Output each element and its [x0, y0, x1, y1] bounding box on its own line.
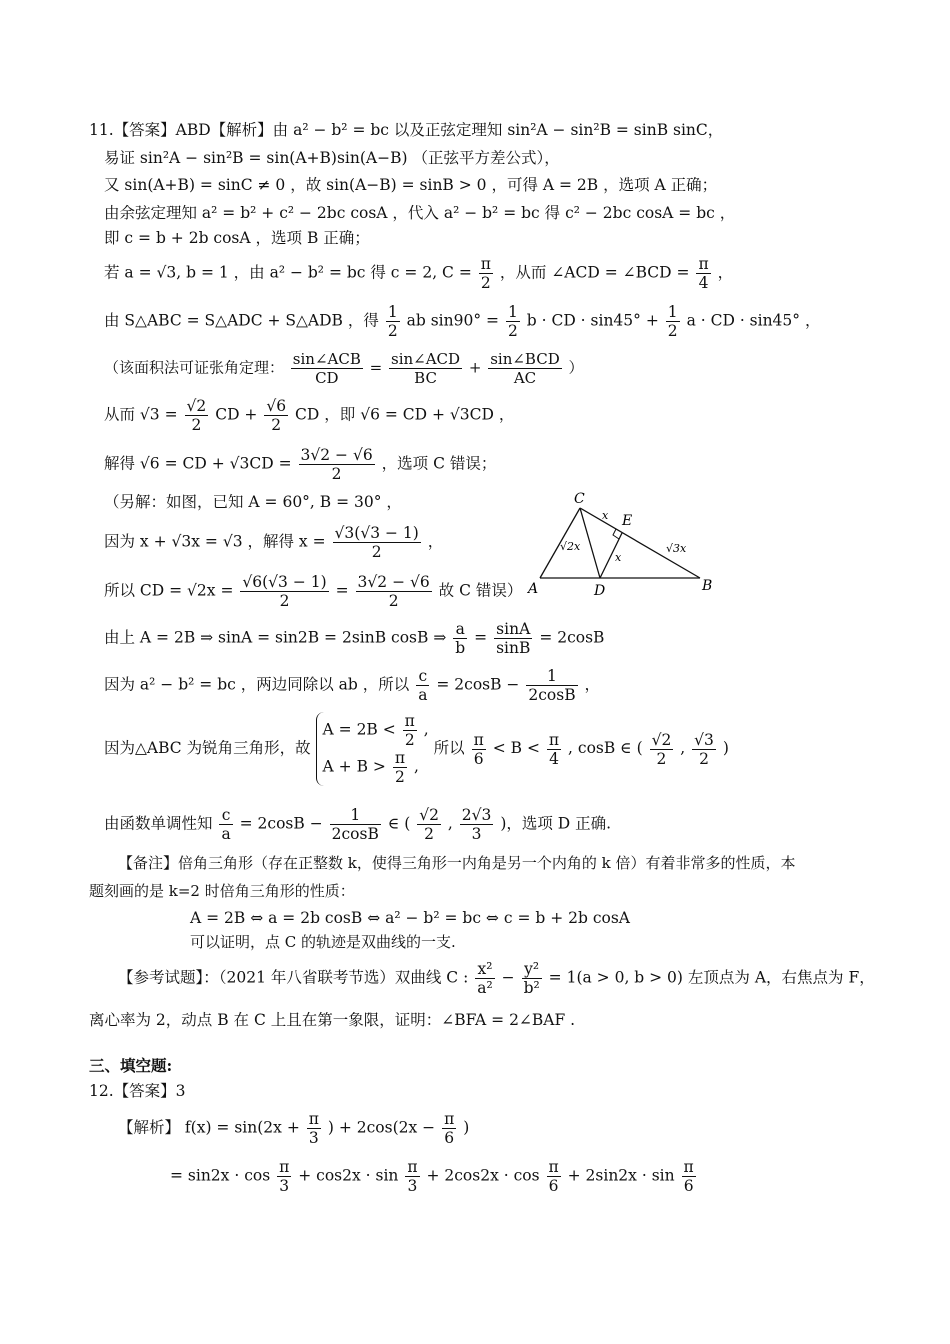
remark-line-1: 【备注】倍角三角形（存在正整数 k，使得三角形一内角是另一个内角的 k 倍）有着非常多的性质，本 [118, 854, 796, 872]
section-heading: 三、填空题: [89, 1056, 173, 1075]
label-c: C [574, 491, 585, 507]
label-d: D [594, 583, 606, 599]
label-x-ce: x [602, 509, 609, 522]
q12-answer: 12.【答案】3 [89, 1082, 186, 1100]
q11-line-13: 所以 CD = √2x = $\frac{√6(√3 - 1)}{2}$ = $\frac{3√2 - √6}{2}$ 故 C 错误） [104, 573, 523, 610]
q11-line-1: 11.【答案】ABD【解析】由 a² − b² = bc 以及正弦定理知 sin²A − sin²B = sinB sinC， [89, 121, 724, 139]
q11-line-10: 解得 √6 = CD + √3CD = $\frac{3√2 - √6}{2}$ ，选项 C 错误； [104, 446, 497, 483]
q11-line-16: 因为△ABC 为锐角三角形，故 A = 2B < $\frac{\pi}{2}$ , A + B > $\frac{\pi}{2}$ , 所以 $\frac{\pi}{6}$ < B < $\frac{\pi}{4}$ , cosB ∈ ( $\frac{√2}{2}$ , $\frac{√3}{2}$ ) [104, 712, 729, 786]
q11-line-15: 因为 a² − b² = bc ，两边同除以 ab ，所以 $\frac{c}{a}$ = 2cosB − $\frac{1}{2\cos B}$ ， [104, 667, 601, 704]
q11-line-17: 由函数单调性知 $\frac{c}{a}$ = 2cosB − $\frac{1}{2\cos B}$ ∈ ( $\frac{√2}{2}$ , $\frac{2√3}{3}$ )，选项 D 正确. [104, 806, 612, 843]
remark-line-2: 题刻画的是 k=2 时倍角三角形的性质： [89, 882, 355, 900]
label-x-de: x [615, 551, 622, 564]
label-b: B [702, 578, 713, 594]
q12-solution-line-2: = sin2x · cos $\frac{\pi}{3}$ + cos2x · sin $\frac{\pi}{3}$ + 2cos2x · cos $\frac{\pi}{6}$ + 2sin2x · sin $\frac{\pi}{6}$ [170, 1158, 694, 1195]
triangle-figure [520, 488, 720, 600]
q11-line-3: 又 sin(A+B) = sinC ≠ 0 ，故 sin(A−B) = sinB > 0 ，可得 A = 2B ，选项 A 正确； [104, 176, 718, 194]
label-sqrt3x: √3x [666, 542, 687, 555]
q11-line-2: 易证 sin²A − sin²B = sin(A+B)sin(A−B) （正弦平方差公式）， [104, 149, 560, 167]
inequality-system: A = 2B < $\frac{\pi}{2}$ , A + B > $\frac{\pi}{2}$ , [316, 712, 429, 786]
q11-line-14: 由上 A = 2B ⇒ sinA = sin2B = 2sinB cosB ⇒ $\frac{a}{b}$ = $\frac{\sin A}{\sin B}$ = 2cosB [104, 620, 605, 657]
reference-line-1: 【参考试题】：（2021 年八省联考节选）双曲线 C : $\frac{\text{x²}}{\text{a²}}$ − $\frac{\text{y²}}{\text{b²}}$ = 1(a > 0, b > 0) 左顶点为 A，右焦点为 F， [118, 960, 875, 997]
q11-line-12: 因为 x + √3x = √3 ，解得 x = $\frac{√3(√3 - 1)}{2}$ ， [104, 524, 444, 561]
q11-line-9: 从而 √3 = $\frac{√2}{2}$ CD + $\frac{√6}{2}$ CD ，即 √6 = CD + √3CD ， [104, 397, 515, 434]
q11-line-4: 由余弦定理知 a² = b² + c² − 2bc cosA ，代入 a² − b² = bc 得 c² − 2bc cosA = bc ， [104, 204, 736, 222]
q11-line-8: （该面积法可证张角定理： $\frac{\text{sin∠ACB}}{CD}$ = $\frac{\text{sin∠ACD}}{BC}$ + $\frac{\text{sin∠BCD}}{AC}$ ） [104, 350, 584, 387]
remark-line-4: 可以证明，点 C 的轨迹是双曲线的一支. [190, 933, 456, 951]
q11-line-7: 由 S△ABC = S△ADC + S△ADB ，得 $\frac{1}{2}$ ab sin90° = $\frac{1}{2}$ b · CD · sin45° + $\frac{1}{2}$ a · CD · sin45° ， [104, 303, 821, 340]
label-e: E [622, 513, 633, 529]
label-a: A [528, 581, 539, 597]
q11-line-6: 若 a = √3, b = 1 ，由 a² − b² = bc 得 c = 2, C = $\frac{\pi}{2}$ ，从而 ∠ACD = ∠BCD = $\frac{\pi}{4}$ ， [104, 255, 734, 292]
remark-formula: A = 2B ⇔ a = 2b cosB ⇔ a² − b² = bc ⇔ c = b + 2b cosA [190, 909, 630, 927]
label-sqrt2x: √2x [560, 540, 581, 553]
q12-solution-line-1: 【解析】 f(x) = sin(2x + $\frac{\pi}{3}$ ) + 2cos(2x − $\frac{\pi}{6}$ ) [118, 1110, 470, 1147]
reference-line-2: 离心率为 2，动点 B 在 C 上且在第一象限，证明：∠BFA = 2∠BAF . [89, 1011, 576, 1029]
q11-line-11: （另解：如图，已知 A = 60°, B = 30° ， [104, 493, 402, 511]
q11-line-5: 即 c = b + 2b cosA ，选项 B 正确； [104, 229, 370, 247]
